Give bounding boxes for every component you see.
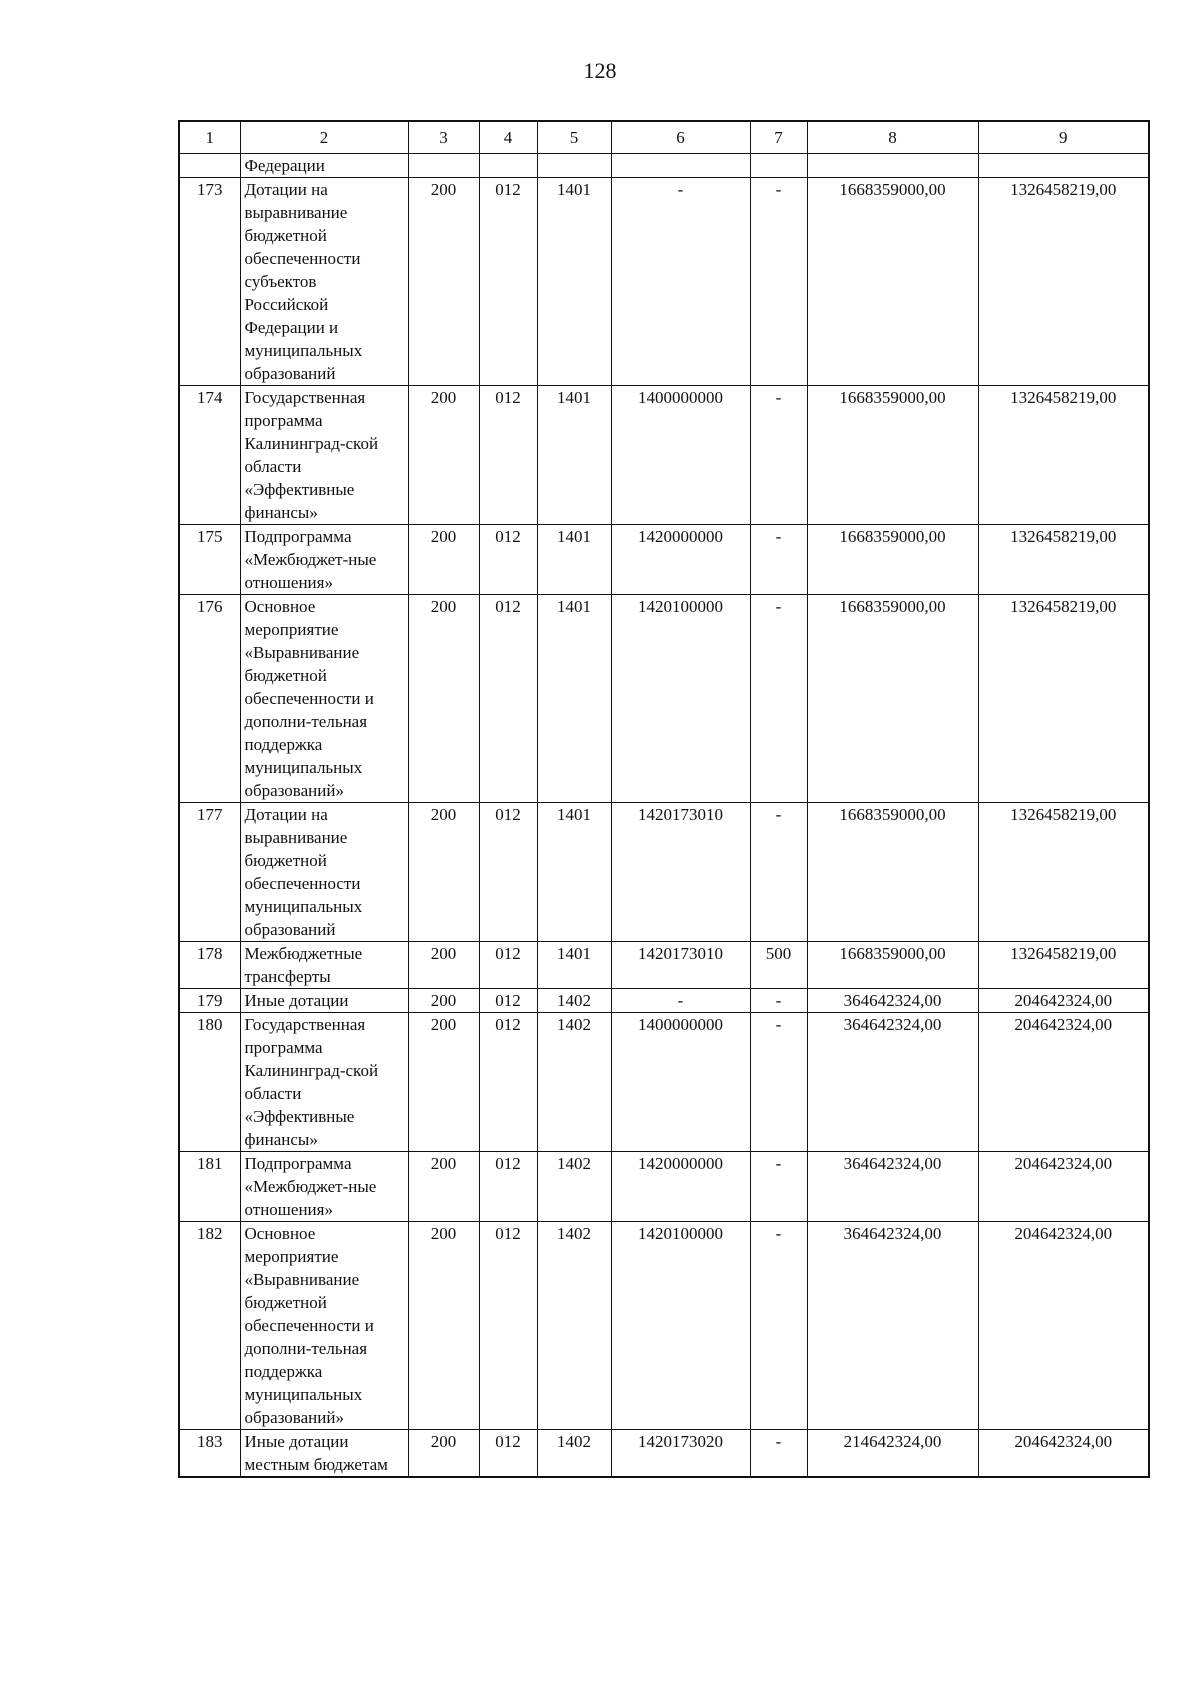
- row-number: 174: [179, 386, 240, 525]
- code-5: 1402: [537, 1430, 611, 1478]
- code-5: 1401: [537, 386, 611, 525]
- code-5: 1402: [537, 1222, 611, 1430]
- header-cell-7: 7: [750, 121, 807, 154]
- code-6: 1420173010: [611, 942, 750, 989]
- code-5: 1401: [537, 178, 611, 386]
- code-3: 200: [408, 803, 479, 942]
- header-cell-1: 1: [179, 121, 240, 154]
- code-3: 200: [408, 178, 479, 386]
- item-name: Государственная программа Калининград-ской области «Эффективные финансы»: [240, 1013, 408, 1152]
- table-row: [179, 595, 1149, 803]
- item-name: Иные дотации: [240, 989, 408, 1013]
- table-row: [179, 803, 1149, 942]
- code-4: 012: [479, 525, 537, 595]
- code-7: -: [750, 1222, 807, 1430]
- code-7: -: [750, 1152, 807, 1222]
- code-3: 200: [408, 1222, 479, 1430]
- row-number: 177: [179, 803, 240, 942]
- table-row: [179, 1013, 1149, 1152]
- row-number: 179: [179, 989, 240, 1013]
- amount-9: 1326458219,00: [978, 386, 1149, 525]
- code-3: 200: [408, 1152, 479, 1222]
- header-cell-3: 3: [408, 121, 479, 154]
- amount-9: 1326458219,00: [978, 942, 1149, 989]
- item-name: Подпрограмма «Межбюджет-ные отношения»: [240, 525, 408, 595]
- amount-9: 1326458219,00: [978, 595, 1149, 803]
- code-6: 1400000000: [611, 386, 750, 525]
- table-row: [179, 1430, 1149, 1478]
- amount-9: 204642324,00: [978, 1013, 1149, 1152]
- code-6: -: [611, 178, 750, 386]
- amount-8: 1668359000,00: [807, 386, 978, 525]
- code-7: -: [750, 595, 807, 803]
- amount-8: 1668359000,00: [807, 595, 978, 803]
- row-number: [179, 154, 240, 178]
- code-6: -: [611, 989, 750, 1013]
- code-4: 012: [479, 1430, 537, 1478]
- amount-8: 364642324,00: [807, 1222, 978, 1430]
- amount-8: 364642324,00: [807, 1013, 978, 1152]
- code-6: 1420173020: [611, 1430, 750, 1478]
- item-name: Иные дотации местным бюджетам: [240, 1430, 408, 1478]
- amount-8: 364642324,00: [807, 1152, 978, 1222]
- row-number: 178: [179, 942, 240, 989]
- code-7: [750, 154, 807, 178]
- code-5: [537, 154, 611, 178]
- item-name: Дотации на выравнивание бюджетной обеспеченности муниципальных образований: [240, 803, 408, 942]
- code-6: 1420173010: [611, 803, 750, 942]
- row-number: 183: [179, 1430, 240, 1478]
- amount-9: [978, 154, 1149, 178]
- item-name: Дотации на выравнивание бюджетной обеспеченности субъектов Российской Федерации и муниципальных образований: [240, 178, 408, 386]
- code-4: 012: [479, 1152, 537, 1222]
- code-3: 200: [408, 1430, 479, 1478]
- code-5: 1402: [537, 1013, 611, 1152]
- page-number: 128: [583, 58, 617, 83]
- header-cell-6: 6: [611, 121, 750, 154]
- amount-8: 1668359000,00: [807, 178, 978, 386]
- code-5: 1401: [537, 803, 611, 942]
- code-6: [611, 154, 750, 178]
- table-body: [179, 154, 1149, 1478]
- table-row: [179, 178, 1149, 386]
- code-3: 200: [408, 386, 479, 525]
- row-number: 175: [179, 525, 240, 595]
- code-6: 1400000000: [611, 1013, 750, 1152]
- amount-8: [807, 154, 978, 178]
- code-4: 012: [479, 178, 537, 386]
- code-5: 1401: [537, 595, 611, 803]
- code-5: 1401: [537, 525, 611, 595]
- code-6: 1420100000: [611, 1222, 750, 1430]
- code-3: 200: [408, 942, 479, 989]
- code-4: 012: [479, 942, 537, 989]
- code-6: 1420000000: [611, 1152, 750, 1222]
- table-row: [179, 1152, 1149, 1222]
- code-4: 012: [479, 1013, 537, 1152]
- code-5: 1401: [537, 942, 611, 989]
- code-4: 012: [479, 1222, 537, 1430]
- amount-9: 1326458219,00: [978, 525, 1149, 595]
- amount-9: 204642324,00: [978, 1430, 1149, 1478]
- amount-9: 1326458219,00: [978, 803, 1149, 942]
- row-number: 181: [179, 1152, 240, 1222]
- amount-9: 204642324,00: [978, 1152, 1149, 1222]
- code-4: 012: [479, 595, 537, 803]
- amount-8: 1668359000,00: [807, 803, 978, 942]
- table-row: [179, 386, 1149, 525]
- header-cell-5: 5: [537, 121, 611, 154]
- table-row: [179, 942, 1149, 989]
- item-name: Государственная программа Калининград-ской области «Эффективные финансы»: [240, 386, 408, 525]
- amount-8: 1668359000,00: [807, 942, 978, 989]
- code-3: [408, 154, 479, 178]
- code-6: 1420100000: [611, 595, 750, 803]
- code-4: 012: [479, 989, 537, 1013]
- header-cell-9: 9: [978, 121, 1149, 154]
- code-4: 012: [479, 803, 537, 942]
- item-name: Подпрограмма «Межбюджет-ные отношения»: [240, 1152, 408, 1222]
- table-row: [179, 525, 1149, 595]
- code-6: 1420000000: [611, 525, 750, 595]
- code-4: [479, 154, 537, 178]
- header-cell-2: 2: [240, 121, 408, 154]
- code-5: 1402: [537, 989, 611, 1013]
- row-number: 173: [179, 178, 240, 386]
- code-3: 200: [408, 595, 479, 803]
- code-7: -: [750, 989, 807, 1013]
- item-name: Межбюджетные трансферты: [240, 942, 408, 989]
- item-name: Основное мероприятие «Выравнивание бюджетной обеспеченности и дополни-тельная поддержка муниципальных образований»: [240, 595, 408, 803]
- table-row: [179, 1222, 1149, 1430]
- item-name: Основное мероприятие «Выравнивание бюджетной обеспеченности и дополни-тельная поддержка муниципальных образований»: [240, 1222, 408, 1430]
- code-7: 500: [750, 942, 807, 989]
- table-row: [179, 154, 1149, 178]
- amount-9: 204642324,00: [978, 1222, 1149, 1430]
- code-7: -: [750, 386, 807, 525]
- row-number: 180: [179, 1013, 240, 1152]
- amount-8: 1668359000,00: [807, 525, 978, 595]
- code-7: -: [750, 525, 807, 595]
- code-3: 200: [408, 525, 479, 595]
- code-5: 1402: [537, 1152, 611, 1222]
- amount-8: 214642324,00: [807, 1430, 978, 1478]
- header-cell-4: 4: [479, 121, 537, 154]
- code-7: -: [750, 803, 807, 942]
- code-7: -: [750, 178, 807, 386]
- header-cell-8: 8: [807, 121, 978, 154]
- code-3: 200: [408, 989, 479, 1013]
- item-name: Федерации: [240, 154, 408, 178]
- code-3: 200: [408, 1013, 479, 1152]
- amount-8: 364642324,00: [807, 989, 978, 1013]
- amount-9: 1326458219,00: [978, 178, 1149, 386]
- code-7: -: [750, 1013, 807, 1152]
- code-7: -: [750, 1430, 807, 1478]
- budget-table: [178, 120, 1150, 1478]
- row-number: 182: [179, 1222, 240, 1430]
- table-row: [179, 989, 1149, 1013]
- code-4: 012: [479, 386, 537, 525]
- amount-9: 204642324,00: [978, 989, 1149, 1013]
- row-number: 176: [179, 595, 240, 803]
- header-row: [179, 121, 1149, 154]
